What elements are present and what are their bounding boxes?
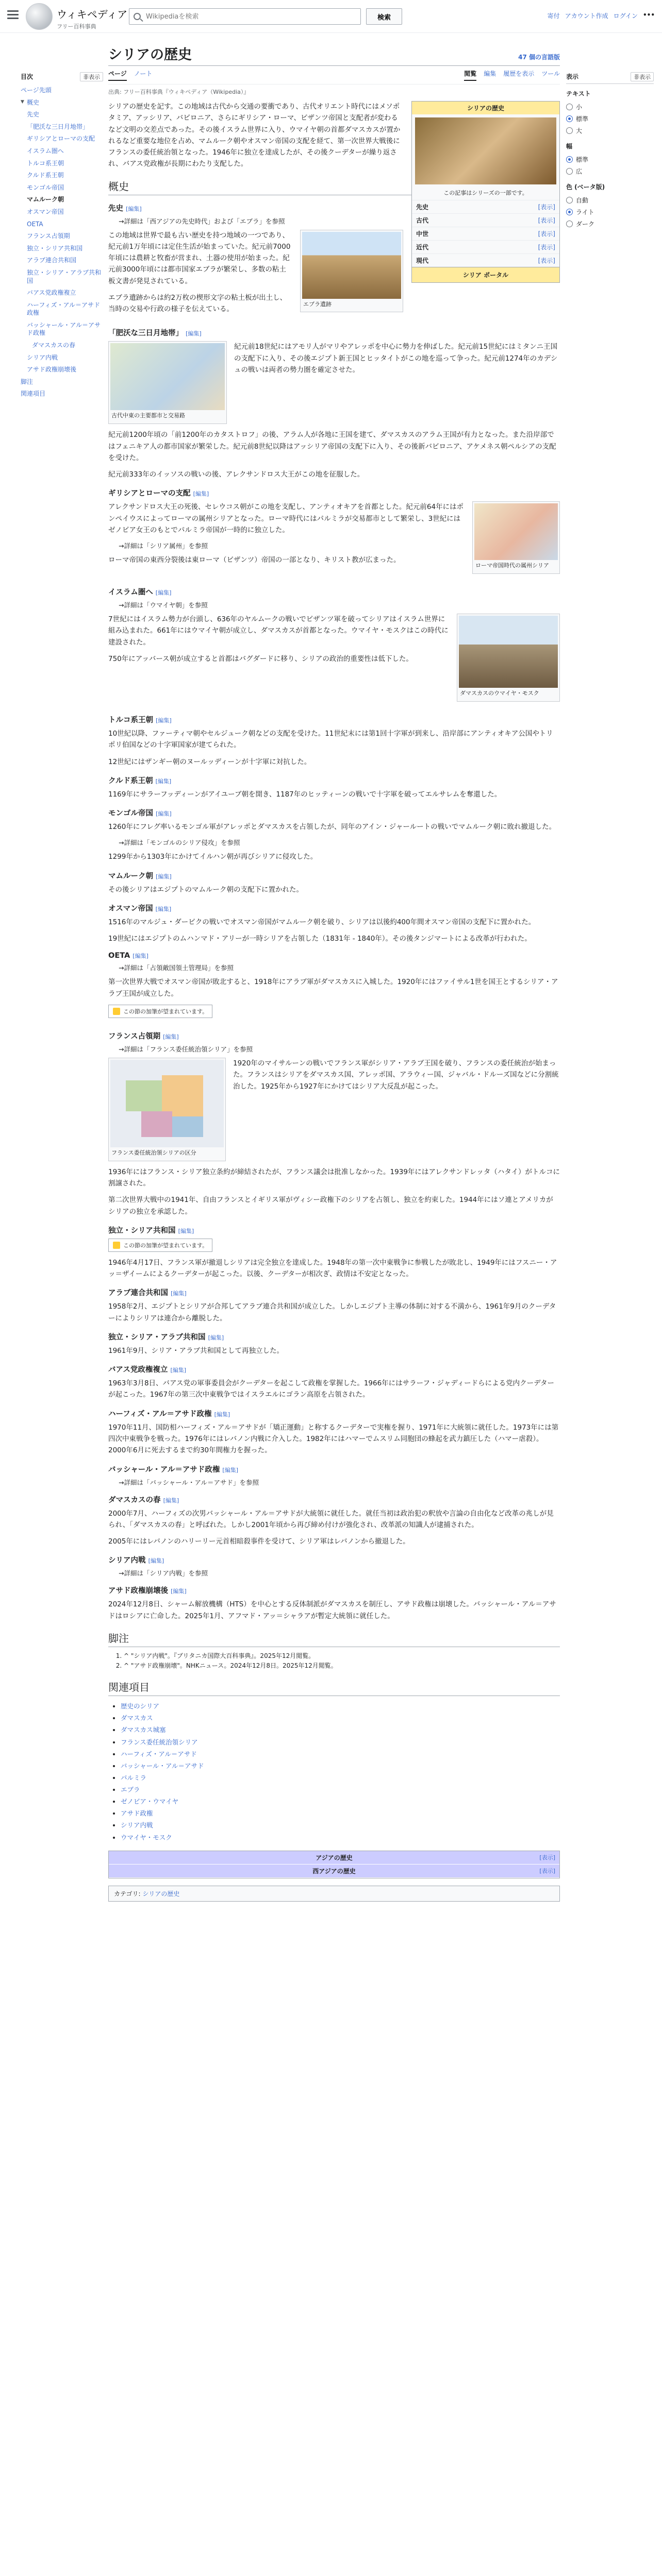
radio-icon[interactable]: [566, 156, 573, 163]
list-item: [121, 1736, 560, 1748]
search-input[interactable]: [146, 13, 321, 21]
infobox-row: [412, 241, 559, 254]
section-overview: 概史: [108, 178, 560, 195]
edit-link[interactable]: [編集]: [156, 810, 172, 818]
user-links: [548, 11, 655, 20]
site-header: [0, 0, 662, 33]
section-title: 独立・シリア共和国: [108, 1226, 176, 1235]
infobox-row-toggle[interactable]: [表示]: [471, 241, 559, 254]
toc-item-label: フランス占領期: [27, 232, 70, 240]
related-link[interactable]: フランス委任統治領シリア: [121, 1738, 198, 1746]
toc-item[interactable]: [21, 388, 103, 400]
infobox-row-toggle[interactable]: [表示]: [471, 254, 559, 267]
spring-p2: 2005年にはレバノンのハリーリー元首相暗殺事件を受けて、シリア軍はレバノンから撤退した。: [108, 1537, 410, 1546]
toc-item[interactable]: [21, 218, 103, 231]
hatnote: →詳細は「占領敵国領土管理局」を参照: [119, 964, 234, 972]
navbox-title: 西アジアの歴史: [312, 1867, 356, 1875]
section-related: 関連項目: [108, 1679, 560, 1696]
more-options-icon[interactable]: •••: [642, 11, 655, 19]
crescent-p1: 紀元前18世紀にはアモリ人がマリやアレッポを中心に勢力を伸ばした。紀元前15世紀にはミタンニ王国の支配下に入り、その後エジプト新王国とヒッタイトがこの地を巡って争った。紀元前1274年のカデシュの戦いは両者の勢力圏を確定させた。: [234, 343, 558, 374]
section-title: マムルーク朝: [108, 872, 153, 880]
greco-roman-p1: アレクサンドロス大王の死後、セレウコス朝がこの地を支配し、アンティオキアを首都とした。紀元前64年にはポンペイウスによってローマの属州シリアとなった。ローマ時代にはパルミラが交易都市として繁栄し、3世紀にはゼノビア女王のもとでパルミラ帝国が一時的に独立した。: [108, 503, 464, 534]
toc-item-label: 脚注: [21, 378, 34, 385]
hatnote: →詳細は「シリア属州」を参照: [119, 542, 208, 550]
related-link[interactable]: ダマスカス城塞: [121, 1726, 166, 1734]
hatnote: →詳細は「シリア内戦」を参照: [119, 1569, 208, 1578]
infobox-row-label: 先史: [412, 200, 471, 214]
infobox-row-label: 中世: [412, 227, 471, 241]
donate-link[interactable]: 寄付: [547, 12, 560, 20]
related-link[interactable]: エブラ: [121, 1786, 140, 1794]
toc-item[interactable]: [21, 97, 103, 109]
toc-item-label: ギリシアとローマの支配: [27, 135, 95, 143]
toc-item-label: 独立・シリア・アラブ共和国: [27, 268, 102, 284]
text-size-option[interactable]: [566, 125, 654, 137]
crescent-p2: 紀元前1200年頃の「前1200年のカタストロフ」の後、アラム人が各地に王国を建て、ダマスカスのアラム王国が有力となった。また沿岸部ではフェニキア人の都市国家が繁栄した。紀元前8世紀以降はアッシリア帝国の支配下に入り、その後新バビロニア、アケメネス朝ペルシアの支配を受けた。: [108, 431, 556, 462]
related-list: [121, 1700, 560, 1843]
ancient-map-image[interactable]: [110, 343, 225, 410]
section-title: ハーフィズ・アル＝アサド政権: [108, 1410, 212, 1418]
french-p2: 1936年にはフランス・シリア独立条約が締結されたが、フランス議会は批准しなかった。1939年にはアレクサンドレッタ（ハタイ）がトルコに割譲された。: [108, 1167, 560, 1188]
section-title: クルド系王朝: [108, 776, 153, 785]
toc-item-label: 概史: [27, 98, 40, 106]
section-title: イスラム圏へ: [108, 588, 153, 597]
list-item: [121, 1748, 560, 1760]
toc-item[interactable]: [21, 287, 103, 299]
footnote-list: [124, 1651, 560, 1671]
related-link[interactable]: 歴史のシリア: [121, 1702, 160, 1710]
edit-link[interactable]: [編集]: [163, 1033, 179, 1040]
related-link[interactable]: バッシャール・アル＝アサド: [121, 1761, 204, 1770]
section-damascus-spring: [108, 1494, 560, 1505]
syrian-arab-p1: 1961年9月、シリア・アラブ共和国として再独立した。: [108, 1346, 284, 1355]
list-item: [121, 1760, 560, 1772]
list-item: [121, 1819, 560, 1831]
warning-icon: [113, 1008, 120, 1015]
toc-item[interactable]: [21, 255, 103, 267]
infobox-title: シリアの歴史: [412, 101, 559, 114]
language-selector[interactable]: 47 個の言語版: [518, 54, 560, 61]
section-title: OETA: [108, 952, 130, 960]
footnote-item: 1. ^ "シリア内戦"。『ブリタニカ国際大百科事典』。2025年12月閲覧。: [124, 1651, 560, 1661]
main-menu-icon[interactable]: [7, 10, 19, 20]
related-link[interactable]: パルミラ: [121, 1773, 147, 1782]
navbox: [108, 1851, 560, 1878]
section-title: トルコ系王朝: [108, 716, 153, 725]
section-crescent: [108, 327, 560, 338]
toc-item[interactable]: [21, 109, 103, 121]
page-heading: [108, 43, 560, 66]
expand-section-notice: [108, 1005, 212, 1018]
turkic-p2: 12世紀にはザンギー朝のヌールッディーンが十字軍に対抗した。: [108, 757, 311, 766]
edit-link[interactable]: [編集]: [155, 589, 172, 597]
kurdish-p1: 1169年にサラーフッディーンがアイユーブ朝を開き、1187年のヒッティーンの戦いで十字軍を破ってエルサレムを奪還した。: [108, 790, 502, 799]
tab-read[interactable]: 閲覧: [464, 69, 476, 81]
section-baath: [108, 1364, 560, 1375]
thumb-ebla: [300, 230, 403, 313]
color-option-label: 自動: [576, 197, 589, 204]
thumb-caption: 古代中東の主要都市と交易路: [111, 412, 185, 419]
intro-paragraph: シリアの歴史を記す。この地域は古代から交通の要衝であり、古代オリエント時代にはメソポタミア、アッシリア、バビロニア、さらにギリシア・ローマ、ビザンツ帝国と支配者が変わるなど文明の交差点であった。その後イスラム世界に入り、ウマイヤ朝の首都ダマスカスが置かれるなど重要な地位を占め、マムルーク朝やオスマン帝国の支配を経て、第一次世界大戦後にフランスの委任統治領となった。1946年に独立を達成したが、その後クーデターが繰り返され、バアス党政権が長期にわたり支配した。: [108, 103, 401, 168]
width-heading: 幅: [566, 143, 573, 150]
toc-heading: 目次: [21, 73, 34, 80]
expand-section-notice: [108, 1239, 212, 1252]
tab-history[interactable]: 履歴を表示: [503, 70, 535, 77]
section-title: バッシャール・アル＝アサド政権: [108, 1465, 220, 1474]
section-title: アラブ連合共和国: [108, 1289, 168, 1298]
edit-link[interactable]: [編集]: [208, 1334, 224, 1341]
toc-item-label: バアス党政権複立: [27, 289, 76, 297]
edit-link[interactable]: [編集]: [133, 953, 148, 960]
section-bashar: [108, 1464, 560, 1475]
toc-item[interactable]: [21, 145, 103, 158]
infobox-row: [412, 227, 559, 241]
color-option[interactable]: [566, 206, 654, 218]
login-link[interactable]: ログイン: [613, 12, 638, 20]
radio-icon[interactable]: [566, 168, 573, 175]
toc-item-label: クルド系王朝: [27, 172, 64, 179]
infobox: [411, 101, 560, 283]
thumb-caption: フランス委任統治領シリアの区分: [111, 1149, 196, 1156]
page-title: シリアの歴史: [108, 47, 192, 63]
section-independence: [108, 1225, 560, 1235]
toc-item[interactable]: [21, 170, 103, 182]
section-after-assad: [108, 1585, 560, 1596]
section-mongol: [108, 807, 560, 818]
toc-list: [21, 84, 103, 400]
edit-link[interactable]: [編集]: [171, 1290, 187, 1297]
hafez-p1: 1970年11月、国防相ハーフィズ・アル＝アサドが「矯正運動」と称するクーデターで実権を握り、1971年に大統領に就任した。1973年には第四次中東戦争を戦った。1976年にはレバノン内戦に介入した。1982年にはハマーでムスリム同胞団の蜂起を武力鎮圧した（ハマー虐殺）。2000年6月に死去するまで約30年間権力を握った。: [108, 1423, 559, 1455]
toc-item-label: アサド政権崩壊後: [27, 366, 77, 374]
radio-icon[interactable]: [566, 221, 573, 227]
color-option-label: ライト: [576, 209, 594, 216]
thumb-caption: エブラ遺跡: [303, 300, 332, 308]
appearance-panel: [566, 72, 654, 230]
toc-item[interactable]: [21, 84, 103, 97]
after-assad-p1: 2024年12月8日、シャーム解放機構（HTS）を中心とする反体制派がダマスカスを制圧し、アサド政権は崩壊した。バッシャール・アル＝アサドはロシアに亡命した。2025年1月、アフマド・アッ＝シャラアが暫定大統領に就任した。: [108, 1600, 556, 1620]
search-icon: [134, 13, 141, 20]
appearance-heading: 表示: [566, 73, 579, 80]
infobox-row: [412, 254, 559, 267]
section-ottoman: [108, 903, 560, 913]
toc-item[interactable]: [21, 364, 103, 376]
section-civil-war: [108, 1554, 560, 1565]
tab-edit[interactable]: 編集: [484, 70, 496, 77]
thumb-caption: ローマ帝国時代の属州シリア: [475, 562, 549, 569]
related-link[interactable]: ハーフィズ・アル＝アサド: [121, 1750, 197, 1758]
notice-text: この節の加筆が望まれています。: [123, 1242, 208, 1249]
related-link[interactable]: ゼノビア・ウマイヤ: [121, 1798, 179, 1806]
color-option[interactable]: [566, 194, 654, 206]
edit-link[interactable]: [編集]: [186, 330, 202, 337]
toc-item-label: 関連項目: [21, 390, 46, 398]
color-heading: 色 (ベータ版): [566, 183, 605, 191]
color-option-label: ダーク: [576, 221, 595, 228]
appearance-hide-button[interactable]: 非表示: [631, 72, 654, 81]
mongol-p1: 1260年にフレグ率いるモンゴル軍がアレッポとダマスカスを占領したが、同年のアイン・ジャールートの戦いでマムルーク朝に敗れ撤退した。: [108, 823, 556, 832]
source-note: 出典: フリー百科事典『ウィキペディア（Wikipedia）』: [108, 89, 250, 95]
related-link[interactable]: ダマスカス: [121, 1714, 153, 1722]
ottoman-p1: 1516年のマルジュ・ダービクの戦いでオスマン帝国がマムルーク朝を破り、シリアは以後約400年間オスマン帝国の支配下に置かれた。: [108, 918, 536, 926]
toc-item-label: マムルーク朝: [27, 196, 64, 204]
baath-p1: 1963年3月8日、バアス党の軍事委員会がクーデターを起こして政権を掌握した。1966年にはサラーフ・ジャディードらによる党内クーデターが起こった。1967年の第三次中東戦争ではイスラエルにゴラン高原を占領された。: [108, 1379, 554, 1399]
toc-item[interactable]: [21, 158, 103, 170]
text-size-option-label: 標準: [576, 115, 589, 123]
list-item: [121, 1712, 560, 1724]
section-uar: [108, 1287, 560, 1298]
section-title: 「肥沃な三日月地帯」: [108, 329, 183, 338]
hatnote: →詳細は「ウマイヤ朝」を参照: [119, 601, 208, 609]
section-title: ダマスカスの春: [108, 1496, 161, 1504]
independence-p1: 1946年4月17日、フランス軍が撤退しシリアは完全独立を達成した。1948年の第一次中東戦争に参戦したが敗北し、1949年にはフスニー・アッ＝ザイームによるクーデターが起こった。以後、クーデターが相次ぎ、政情は不安定となった。: [108, 1258, 557, 1279]
thumb-ancient-map: [108, 341, 227, 424]
hatnote: →詳細は「バッシャール・アル＝アサド」を参照: [119, 1478, 259, 1486]
create-account-link[interactable]: アカウント作成: [565, 12, 608, 20]
width-option-label: 標準: [576, 156, 589, 163]
search-box: [129, 8, 361, 25]
related-link[interactable]: シリア内戦: [121, 1821, 153, 1829]
notice-text: この節の加筆が望まれています。: [123, 1008, 208, 1015]
section-title: ギリシアとローマの支配: [108, 489, 191, 498]
edit-link[interactable]: [編集]: [178, 1227, 194, 1234]
navbox-row[interactable]: [109, 1851, 559, 1865]
width-option-label: 広: [576, 168, 583, 175]
islam-p2: 750年にアッバース朝が成立すると首都はバグダードに移り、シリアの政治的重要性は低下した。: [108, 655, 413, 663]
section-title: モンゴル帝国: [108, 809, 153, 818]
toc-item[interactable]: [21, 133, 103, 145]
prehistory-p1: この地域は世界で最も古い歴史を持つ地域の一つであり、紀元前1万年頃には定住生活が始まっていた。紀元前7000年頃には農耕と牧畜が営まれ、土器の使用が始まった。紀元前3000年頃には都市国家エブラが繁栄し、多数の粘土板文書が発見されている。: [108, 231, 291, 285]
hatnote: →詳細は「フランス委任統治領シリア」を参照: [119, 1045, 253, 1053]
list-item: [121, 1784, 560, 1795]
section-islam: [108, 586, 560, 597]
radio-icon[interactable]: [566, 127, 573, 134]
infobox-row-toggle[interactable]: [表示]: [471, 227, 559, 241]
search-button[interactable]: 検索: [366, 8, 402, 25]
infobox-row: [412, 200, 559, 214]
toc-item-label: ダマスカスの春: [32, 342, 76, 349]
infobox-row-label: 現代: [412, 254, 471, 267]
section-title: バアス党政権複立: [108, 1366, 168, 1375]
thumb-umayyad-mosque: [457, 614, 560, 702]
section-footnotes: 脚注: [108, 1630, 560, 1647]
edit-link[interactable]: [編集]: [170, 1367, 187, 1374]
navbox-toggle: [表示]: [539, 1867, 555, 1874]
toc-item[interactable]: [21, 299, 103, 319]
french-mandate-map-image[interactable]: [110, 1060, 224, 1147]
thumb-french-mandate: [108, 1058, 226, 1161]
ebla-ruins-image[interactable]: [302, 232, 401, 299]
toc-item-label: ページ先頭: [21, 87, 52, 94]
edit-link[interactable]: [編集]: [155, 777, 172, 785]
list-item: [121, 1795, 560, 1807]
section-title: 先史: [108, 204, 123, 213]
edit-link[interactable]: [編集]: [193, 490, 209, 498]
infobox-row-toggle[interactable]: [表示]: [471, 200, 559, 214]
table-of-contents: [21, 72, 103, 400]
oeta-p1: 第一次世界大戦でオスマン帝国が敗北すると、1918年にアラブ軍がダマスカスに入城した。1920年にはファイサル1世を国王とするシリア・アラブ王国が成立した。: [108, 978, 558, 998]
width-option[interactable]: [566, 165, 654, 177]
related-link[interactable]: ウマイヤ・モスク: [121, 1833, 172, 1841]
infobox-caption: この記事はシリーズの一部です。: [443, 190, 528, 196]
uar-p1: 1958年2月、エジプトとシリアが合邦してアラブ連合共和国が成立した。しかしエジプト主導の体制に対する不満から、1961年9月のクーデターによりシリアは連合から離脱した。: [108, 1302, 556, 1323]
list-item: [121, 1832, 560, 1843]
infobox-row-label: 近代: [412, 241, 471, 254]
section-syrian-arab: [108, 1331, 560, 1342]
category-link[interactable]: シリアの歴史: [142, 1890, 180, 1897]
toc-item-label: バッシャール・アル＝アサド政権: [27, 321, 101, 337]
section-title: フランス占領期: [108, 1032, 161, 1041]
tab-tools[interactable]: ツール: [541, 70, 560, 77]
section-kurdish: [108, 775, 560, 786]
radio-icon[interactable]: [566, 209, 573, 215]
section-hafez: [108, 1408, 560, 1419]
width-option[interactable]: [566, 154, 654, 165]
toc-item[interactable]: [21, 230, 103, 243]
ottoman-p2: 19世紀にはエジプトのムハンマド・アリーが一時シリアを占領した（1831年 - 1840年）。その後タンジマートによる改革が行われた。: [108, 935, 532, 943]
section-french: [108, 1030, 560, 1041]
turkic-p1: 10世紀以降、ファーティマ朝やセルジューク朝などの支配を受けた。11世紀末には第1回十字軍が到来し、沿岸部にアンティオキア公国やトリポリ伯国などの十字軍国家が建てられた。: [108, 730, 553, 750]
toc-item[interactable]: [21, 182, 103, 194]
map-region: [141, 1111, 172, 1137]
radio-icon[interactable]: [566, 104, 573, 110]
toc-item[interactable]: [21, 352, 103, 364]
site-wordmark[interactable]: [57, 6, 127, 30]
toc-item[interactable]: [21, 376, 103, 388]
toc-item[interactable]: [21, 206, 103, 218]
infobox-table: [412, 200, 559, 267]
toc-item[interactable]: [21, 267, 103, 287]
radio-icon[interactable]: [566, 197, 573, 204]
site-name: ウィキペディア: [57, 8, 128, 21]
prehistory-p2: エブラ遺跡からは約2万枚の楔形文字の粘土板が出土し、当時の交易や行政の様子を伝えている。: [108, 293, 287, 314]
list-item: [121, 1700, 560, 1712]
crescent-p3: 紀元前333年のイッソスの戦いの後、アレクサンドロス大王がこの地を征服した。: [108, 470, 365, 479]
edit-link[interactable]: [編集]: [156, 717, 172, 724]
section-title: アサド政権崩壊後: [108, 1587, 168, 1596]
infobox-row-toggle[interactable]: [表示]: [471, 214, 559, 227]
navbox-title: アジアの歴史: [316, 1854, 353, 1861]
french-p1: 1920年のマイサルーンの戦いでフランス軍がシリア・アラブ王国を破り、フランスの委任統治が始まった。フランスはシリアをダマスカス国、アレッポ国、アラウィー国、ジャバル・ドルーズ国などに分割統治した。1925年から1927年にかけてはシリア大反乱が起こった。: [233, 1059, 559, 1091]
toc-item-label: アラブ連合共和国: [27, 257, 77, 264]
section-oeta: [108, 952, 560, 960]
thumb-caption: ダマスカスのウマイヤ・モスク: [460, 690, 539, 697]
infobox-row-label: 古代: [412, 214, 471, 227]
navbox-row[interactable]: [109, 1865, 559, 1878]
toc-item-label: モンゴル帝国: [27, 183, 64, 191]
section-greco-roman: [108, 487, 560, 498]
edit-link[interactable]: [編集]: [214, 1411, 230, 1418]
wikipedia-logo-icon[interactable]: [26, 3, 53, 30]
roman-syria-map-image[interactable]: [474, 503, 558, 560]
text-size-heading: テキスト: [566, 90, 591, 97]
toc-hide-button[interactable]: 非表示: [80, 72, 103, 81]
list-item: [121, 1807, 560, 1819]
section-mamluk: [108, 870, 560, 881]
toc-item-label: シリア内戦: [27, 353, 58, 361]
toc-item-label: 「肥沃な三日月地帯」: [27, 123, 89, 130]
toc-item-label: 独立・シリア共和国: [27, 244, 83, 252]
list-item: [121, 1772, 560, 1784]
toc-item-label: 先史: [27, 111, 40, 118]
thumb-roman-syria: [472, 501, 560, 574]
edit-link[interactable]: [編集]: [126, 205, 142, 212]
text-size-option[interactable]: [566, 101, 654, 113]
mongol-p2: 1299年から1303年にかけてイルハン朝が再びシリアに侵攻した。: [108, 853, 318, 861]
umayyad-mosque-image[interactable]: [459, 616, 558, 688]
toc-item[interactable]: [21, 243, 103, 255]
edit-link[interactable]: [編集]: [222, 1466, 238, 1473]
infobox-portal-link[interactable]: シリア ポータル: [412, 267, 559, 282]
warning-icon: [113, 1242, 120, 1249]
main-content: [108, 33, 560, 1902]
edit-link[interactable]: [編集]: [163, 1497, 179, 1504]
list-item: [121, 1724, 560, 1736]
footnote-item: 2. ^ "アサド政権崩壊"。NHKニュース。2024年12月8日。2025年12月閲覧。: [124, 1661, 560, 1671]
spring-p1: 2000年7月、ハーフィズの次男バッシャール・アル＝アサドが大統領に就任した。就任当初は政治犯の釈放や言論の自由化など改革の兆しが見られ、「ダマスカスの春」と呼ばれた。しかし2001年頃から再び締め付けが強化され、改革派の知識人が逮捕された。: [108, 1509, 554, 1529]
section-turkic: [108, 714, 560, 725]
edit-link[interactable]: [編集]: [171, 1588, 187, 1595]
section-title: オスマン帝国: [108, 904, 153, 913]
infobox-image: [415, 117, 556, 184]
color-option[interactable]: [566, 218, 654, 230]
toc-item[interactable]: [21, 194, 103, 206]
tab-article[interactable]: ページ: [108, 69, 127, 81]
french-p3: 第二次世界大戦中の1941年、自由フランスとイギリス軍がヴィシー政権下のシリアを占領し、独立を約束した。1944年にはソ連とアメリカがシリアの独立を承認した。: [108, 1196, 553, 1216]
text-size-option-label: 小: [576, 104, 583, 111]
islam-p1: 7世紀にはイスラム勢力が台頭し、636年のヤルムークの戦いでビザンツ軍を破ってシリアはイスラム世界に組み込まれた。661年にはウマイヤ朝が成立し、ダマスカスが首都となった。ウマイヤ・モスクはこの時代に建設された。: [108, 615, 449, 647]
edit-link[interactable]: [編集]: [155, 905, 172, 912]
greco-roman-p2: ローマ帝国の東西分裂後は東ローマ（ビザンツ）帝国の一部となり、キリスト教が広まった。: [108, 556, 401, 565]
edit-link[interactable]: [編集]: [156, 873, 172, 880]
infobox-row: [412, 214, 559, 227]
toc-item[interactable]: [21, 319, 103, 340]
edit-link[interactable]: [編集]: [148, 1557, 164, 1565]
related-link[interactable]: アサド政権: [121, 1809, 153, 1818]
page-tabs: [108, 69, 560, 84]
text-size-option-label: 大: [576, 127, 583, 134]
toc-item-label: トルコ系王朝: [27, 159, 64, 167]
radio-icon[interactable]: [566, 115, 573, 122]
navbox-toggle: [表示]: [539, 1854, 555, 1861]
hatnote: →詳細は「モンゴルのシリア侵攻」を参照: [119, 839, 240, 847]
toc-item-label: ハーフィズ・アル＝アサド政権: [27, 301, 100, 317]
mamluk-p1: その後シリアはエジプトのマムルーク朝の支配下に置かれた。: [108, 885, 303, 894]
toc-item-label: OETA: [27, 220, 43, 228]
toc-item[interactable]: [21, 121, 103, 133]
chevron-down-icon[interactable]: ▼: [21, 99, 24, 105]
map-region: [162, 1075, 203, 1116]
section-title: シリア内戦: [108, 1556, 146, 1565]
site-tagline: フリー百科事典: [57, 23, 96, 30]
category-links: [108, 1886, 560, 1902]
map-region: [172, 1116, 203, 1137]
map-region: [126, 1080, 162, 1111]
category-label: カテゴリ:: [114, 1890, 141, 1897]
toc-item[interactable]: [21, 340, 103, 352]
text-size-option[interactable]: [566, 113, 654, 125]
tab-talk[interactable]: ノート: [134, 70, 153, 77]
hatnote: →詳細は「西アジアの先史時代」および「エブラ」を参照: [119, 217, 285, 225]
toc-item-label: オスマン帝国: [27, 208, 64, 215]
toc-item-label: イスラム圏へ: [27, 147, 64, 155]
section-title: 独立・シリア・アラブ共和国: [108, 1333, 206, 1342]
